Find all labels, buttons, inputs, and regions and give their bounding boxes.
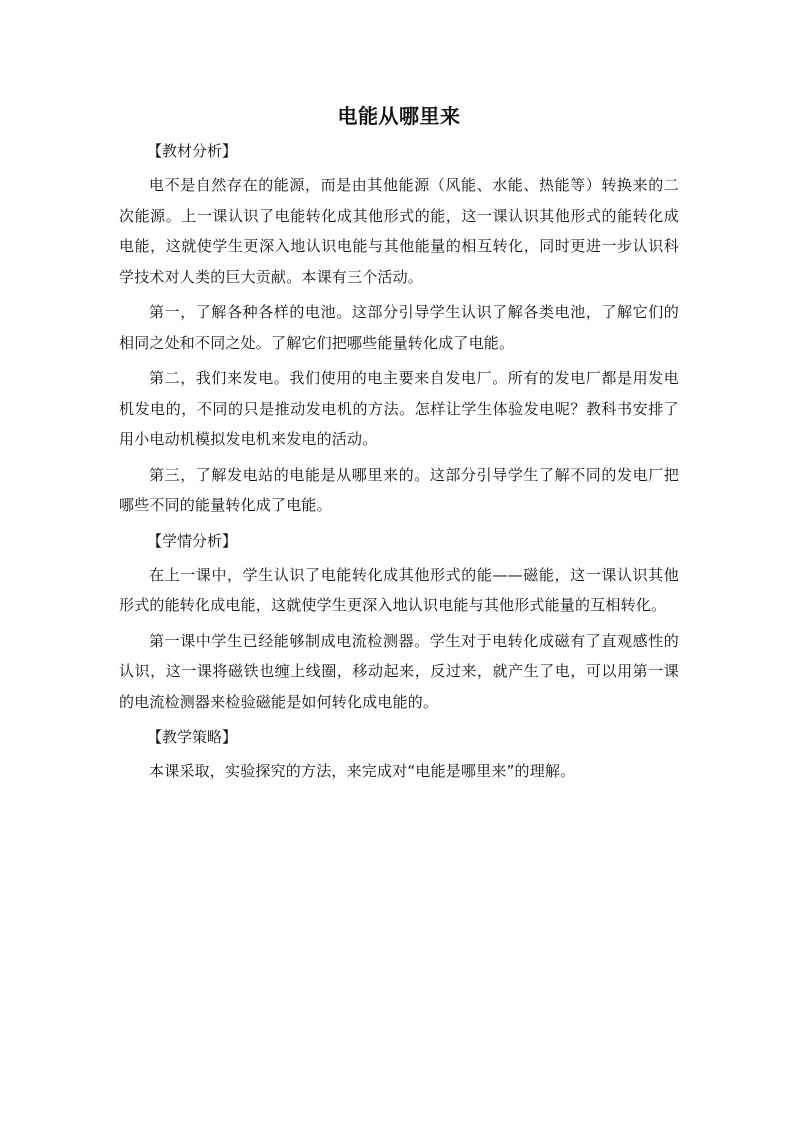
section-heading: 【教材分析】 [147, 142, 238, 160]
section-teaching-strategy [119, 722, 679, 787]
paragraph: 在上一课中，学生认识了电能转化成其他形式的能——磁能，这一课认识其他形式的能转化成电能，这就使学生更深入地认识电能与其他形式能量的互相转化。 [119, 565, 679, 614]
section-learner-analysis [119, 526, 679, 718]
section-textbook-analysis [119, 136, 679, 521]
paragraph: 第二，我们来发电。我们使用的电主要来自发电厂。所有的发电厂都是用发电机发电的，不同的只是推动发电机的方法。怎样让学生体验发电呢？教科书安排了用小电动机模拟发电机来发电的活动。 [119, 369, 679, 448]
section-heading: 【学情分析】 [147, 531, 238, 550]
paragraph: 第一，了解各种各样的电池。这部分引导学生认识了解各类电池，了解它们的相同之处和不同之处。了解它们把哪些能量转化成了电能。 [119, 303, 679, 352]
paragraph: 第一课中学生已经能够制成电流检测器。学生对于电转化成磁有了直观感性的认识，这一课将磁铁也缠上线圈，移动起来，反过来，就产生了电，可以用第一课的电流检测器来检验磁能是如何转化成电能的。 [119, 631, 679, 711]
paragraph: 本课采取，实验探究的方法，来完成对“电能是哪里来”的理解。 [149, 762, 576, 780]
document-title: 电能从哪里来 [337, 104, 461, 128]
paragraph: 第三，了解发电站的电能是从哪里来的。这部分引导学生了解不同的发电厂把哪些不同的能量转化成了电能。 [119, 465, 679, 514]
document-body [119, 98, 679, 792]
section-heading: 【教学策略】 [147, 728, 238, 746]
paragraph: 电不是自然存在的能源，而是由其他能源（风能、水能、热能等）转换来的二次能源。上一课认识了电能转化成其他形式的能，这一课认识其他形式的能转化成电能，这就使学生更深入地认识电能与其他能量的相互转化，同时更进一步认识科学技术对人类的巨大贡献。本课有三个活动。 [119, 176, 679, 286]
